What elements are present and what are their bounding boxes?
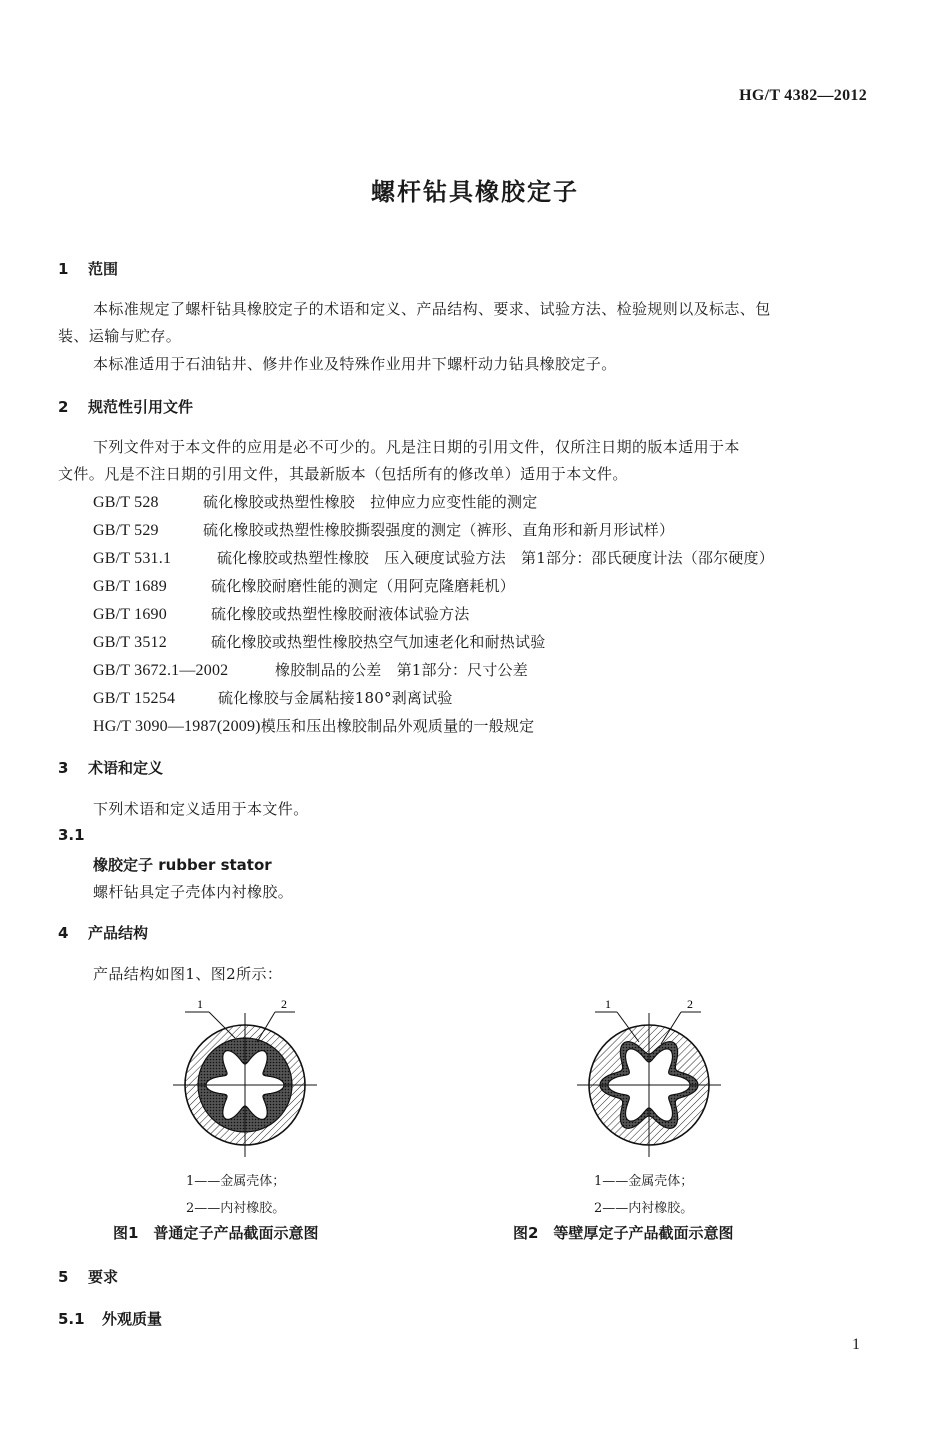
figure-2-legend-1: 1——金属壳体； xyxy=(594,1174,694,1189)
paragraph: 产品结构如图1、图2所示： xyxy=(93,965,283,983)
standard-code: HG/T 4382—2012 xyxy=(739,87,867,104)
reference-item xyxy=(93,491,537,512)
reference-item xyxy=(93,715,534,736)
reference-title: 橡胶制品的公差 第1部分：尺寸公差 xyxy=(275,661,528,679)
section-4-heading xyxy=(58,922,148,943)
section-number: 1 xyxy=(58,260,69,278)
reference-title: 硫化橡胶与金属粘接180°剥离试验 xyxy=(218,689,453,707)
reference-title: 硫化橡胶或热塑性橡胶撕裂强度的测定（裤形、直角形和新月形试样） xyxy=(203,521,675,539)
reference-code: HG/T 3090—1987(2009) xyxy=(93,718,261,735)
section-number: 2 xyxy=(58,398,69,416)
section-5-heading xyxy=(58,1266,118,1287)
subsection-title: 外观质量 xyxy=(102,1310,163,1328)
section-title: 要求 xyxy=(88,1268,119,1286)
reference-code: GB/T 3672.1—2002 xyxy=(93,662,229,679)
reference-title: 硫化橡胶或热塑性橡胶 压入硬度试验方法 第1部分：邵氏硬度计法（邵尔硬度） xyxy=(217,549,774,567)
section-title: 产品结构 xyxy=(88,924,149,942)
reference-title: 硫化橡胶或热塑性橡胶热空气加速老化和耐热试验 xyxy=(211,633,546,651)
reference-title: 硫化橡胶或热塑性橡胶 拉伸应力应变性能的测定 xyxy=(203,493,538,511)
reference-title: 硫化橡胶耐磨性能的测定（用阿克隆磨耗机） xyxy=(211,577,516,595)
section-2-heading xyxy=(58,396,193,417)
section-number: 3 xyxy=(58,759,69,777)
paragraph: 本标准适用于石油钻井、修井作业及特殊作业用井下螺杆动力钻具橡胶定子。 xyxy=(93,355,617,373)
figure-1-label-2: 2 xyxy=(281,997,287,1011)
reference-title: 硫化橡胶或热塑性橡胶耐液体试验方法 xyxy=(211,605,470,623)
figure-1-label-1: 1 xyxy=(197,997,203,1011)
paragraph: 下列术语和定义适用于本文件。 xyxy=(93,800,309,818)
figure-2-caption: 图2 等壁厚定子产品截面示意图 xyxy=(513,1224,734,1242)
section-1-heading xyxy=(58,258,118,279)
section-title: 范围 xyxy=(88,260,119,278)
figure-1-legend-1: 1——金属壳体； xyxy=(186,1174,286,1189)
figure-2-legend-2: 2——内衬橡胶。 xyxy=(594,1201,694,1216)
reference-item xyxy=(93,547,774,568)
figure-1-legend-2: 2——内衬橡胶。 xyxy=(186,1201,286,1216)
paragraph: 文件。凡是不注日期的引用文件，其最新版本（包括所有的修改单）适用于本文件。 xyxy=(58,465,628,483)
section-number: 4 xyxy=(58,924,69,942)
section-title: 规范性引用文件 xyxy=(88,398,194,416)
page-number: 1 xyxy=(852,1336,860,1353)
reference-item xyxy=(93,659,528,680)
figure-2-diagram xyxy=(573,990,733,1160)
reference-code: GB/T 531.1 xyxy=(93,550,172,567)
reference-code: GB/T 529 xyxy=(93,522,159,539)
paragraph: 装、运输与贮存。 xyxy=(58,327,182,345)
reference-item xyxy=(93,603,469,624)
subsection-number: 5.1 xyxy=(58,1310,85,1328)
section-title: 术语和定义 xyxy=(88,759,164,777)
term-definition: 螺杆钻具定子壳体内衬橡胶。 xyxy=(93,883,294,901)
reference-code: GB/T 15254 xyxy=(93,690,176,707)
term-heading: 橡胶定子 rubber stator xyxy=(93,856,272,874)
section-number: 5 xyxy=(58,1268,69,1286)
reference-code: GB/T 1690 xyxy=(93,606,167,623)
reference-code: GB/T 528 xyxy=(93,494,159,511)
subsection-5-1-heading xyxy=(58,1308,162,1329)
reference-code: GB/T 1689 xyxy=(93,578,167,595)
subsection-number: 3.1 xyxy=(58,826,85,844)
figure-1-diagram xyxy=(165,990,325,1160)
figure-2-label-1: 1 xyxy=(605,997,611,1011)
figure-2-label-2: 2 xyxy=(687,997,693,1011)
reference-item xyxy=(93,631,545,652)
reference-item xyxy=(93,575,515,596)
paragraph: 下列文件对于本文件的应用是必不可少的。凡是注日期的引用文件，仅所注日期的版本适用于本 xyxy=(93,438,740,456)
paragraph: 本标准规定了螺杆钻具橡胶定子的术语和定义、产品结构、要求、试验方法、检验规则以及标志、包 xyxy=(93,300,771,318)
figure-1-caption: 图1 普通定子产品截面示意图 xyxy=(113,1224,319,1242)
reference-title: 模压和压出橡胶制品外观质量的一般规定 xyxy=(260,717,535,735)
reference-code: GB/T 3512 xyxy=(93,634,167,651)
reference-item xyxy=(93,519,674,540)
page-title: 螺杆钻具橡胶定子 xyxy=(371,178,579,206)
section-3-heading xyxy=(58,757,163,778)
reference-item xyxy=(93,687,453,708)
